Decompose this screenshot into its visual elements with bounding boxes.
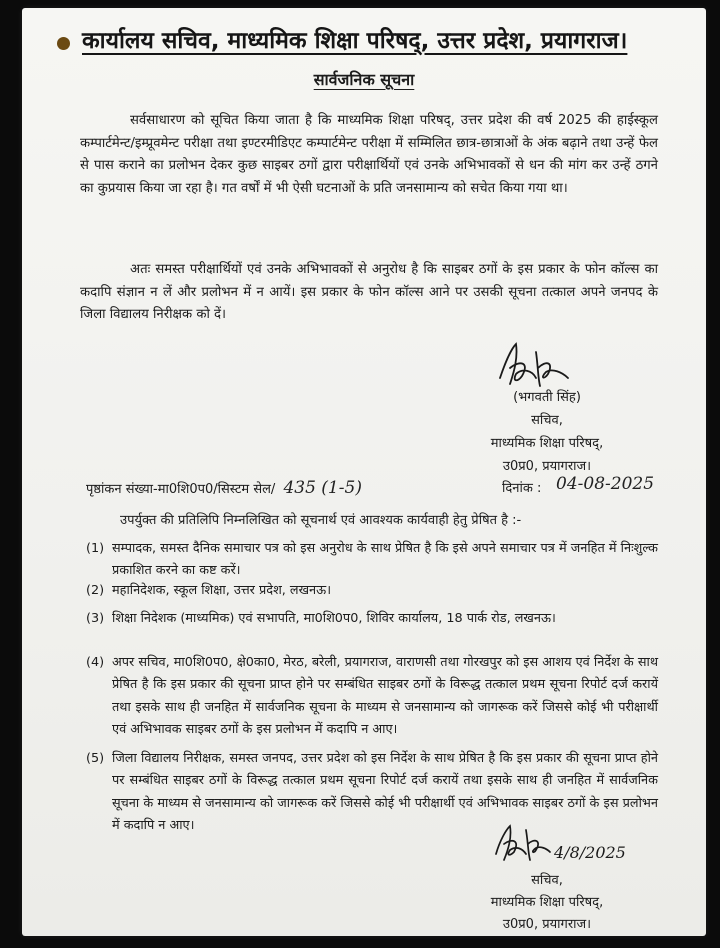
recipient-item bbox=[86, 608, 658, 630]
recipient-text: महानिदेशक, स्कूल शिक्षा, उत्तर प्रदेश, लखनऊ। bbox=[112, 583, 332, 598]
notice-paragraph-2: अतः समस्त परीक्षार्थियों एवं उनके अभिभावकों से अनुरोध है कि साइबर ठगों के इस प्रकार के फोन कॉल्स का कदापि संज्ञान न लें और प्रलोभन में न आयें। इस प्रकार के फोन कॉल्स आने पर उसकी सूचना तत्काल अपने जनपद के जिला विद्यालय निरीक्षक को दें। bbox=[80, 262, 658, 323]
signatory-designation: सचिव, bbox=[531, 413, 563, 428]
signatory-location: उ0प्र0, प्रयागराज। bbox=[502, 917, 592, 932]
signatory-block-1 bbox=[462, 386, 632, 478]
recipient-number: (3) bbox=[86, 611, 105, 626]
reference-label: पृष्ठांकन संख्या-मा0शि0प0/सिस्टम सेल/ bbox=[86, 482, 276, 497]
recipient-text: जिला विद्यालय निरीक्षक, समस्त जनपद, उत्तर प्रदेश को इस निर्देश के साथ प्रेषित है कि इस प्रकार की सूचना प्राप्त होने पर सम्बंधित साइबर ठगों के विरूद्ध तत्काल प्रथम सूचना रिपोर्ट दर्ज करायें तथा इसके साथ ही जनहित में सार्वजनिक सूचना के माध्यम से जनसामान्य को जागरूक करें जिससे कोई भी परीक्षार्थी एवं अभिभावक साइबर ठगों के इस प्रलोभन में कदापि न आए। bbox=[112, 751, 658, 833]
notice-title: सार्वजनिक सूचना bbox=[313, 70, 415, 89]
recipient-item bbox=[86, 580, 658, 602]
secretary-initials-signature-icon bbox=[490, 820, 640, 870]
signatory-location: उ0प्र0, प्रयागराज। bbox=[502, 459, 592, 474]
reference-number: 435 (1-5) bbox=[283, 478, 362, 498]
recipient-text: शिक्षा निदेशक (माध्यमिक) एवं सभापति, मा0शि0प0, शिविर कार्यालय, 18 पार्क रोड, लखनऊ। bbox=[112, 611, 556, 626]
handwritten-date: 4/8/2025 bbox=[554, 843, 626, 862]
recipient-item bbox=[86, 538, 658, 583]
forwarding-line: उपर्युक्त की प्रतिलिपि निम्नलिखित को सूचनार्थ एवं आवश्यक कार्यवाही हेतु प्रेषित है :- bbox=[120, 513, 522, 528]
recipient-text: अपर सचिव, मा0शि0प0, क्षे0का0, मेरठ, बरेली, प्रयागराज, वाराणसी तथा गोरखपुर को इस आशय एवं निर्देश के साथ प्रेषित है कि इस प्रकार की सूचना प्राप्त होने पर सम्बंधित साइबर ठगों के विरूद्ध तत्काल प्रथम सूचना रिपोर्ट दर्ज करायें तथा इसके साथ ही जनहित में सार्वजनिक सूचना के माध्यम से जनसामान्य को जागरूक करें जिससे कोई भी परीक्षार्थी एवं अभिभावक साइबर ठगों के इस प्रलोभन में कदापि न आए। bbox=[112, 655, 658, 737]
office-title: कार्यालय सचिव, माध्यमिक शिक्षा परिषद्, उत्तर प्रदेश, प्रयागराज। bbox=[82, 28, 628, 54]
recipient-number: (1) bbox=[86, 541, 105, 556]
signatory-organisation: माध्यमिक शिक्षा परिषद्, bbox=[490, 895, 604, 910]
recipient-text: सम्पादक, समस्त दैनिक समाचार पत्र को इस अनुरोध के साथ प्रेषित है कि इसे अपने समाचार पत्र में जनहित में निःशुल्क प्रकाशित करने का कष्ट करें। bbox=[112, 541, 658, 579]
date-value: 04-08-2025 bbox=[556, 474, 655, 494]
recipient-item bbox=[86, 652, 658, 741]
letter-page bbox=[22, 8, 706, 936]
header-bullet-icon bbox=[57, 37, 70, 50]
reference-row bbox=[86, 474, 666, 498]
recipient-number: (2) bbox=[86, 583, 105, 598]
recipient-number: (5) bbox=[86, 751, 105, 766]
signatory-block-2 bbox=[462, 870, 632, 936]
signatory-name: (भगवती सिंह) bbox=[513, 390, 581, 405]
signatory-organisation: माध्यमिक शिक्षा परिषद्, bbox=[490, 436, 604, 451]
notice-paragraph-1: सर्वसाधारण को सूचित किया जाता है कि माध्यमिक शिक्षा परिषद्, उत्तर प्रदेश की वर्ष 2025 की हाईस्कूल कम्पार्टमेन्ट/इम्प्रूवमेन्ट परीक्षा तथा इण्टरमीडिएट कम्पार्टमेन्ट परीक्षा में सम्मिलित छात्र-छात्राओं के अंक बढ़ाने तथा उन्हें फेल से पास कराने का प्रलोभन देकर कुछ साइबर ठगों द्वारा परीक्षार्थियों एवं उनके अभिभावकों से धन की मांग कर उन्हें ठगने का कुप्रयास किया जा रहा है। गत वर्षों में भी ऐसी घटनाओं के प्रति जनसामान्य को सचेत किया गया था। bbox=[80, 113, 658, 196]
recipient-number: (4) bbox=[86, 655, 105, 670]
signatory-designation: सचिव, bbox=[531, 873, 563, 888]
date-label: दिनांक : bbox=[502, 481, 542, 496]
